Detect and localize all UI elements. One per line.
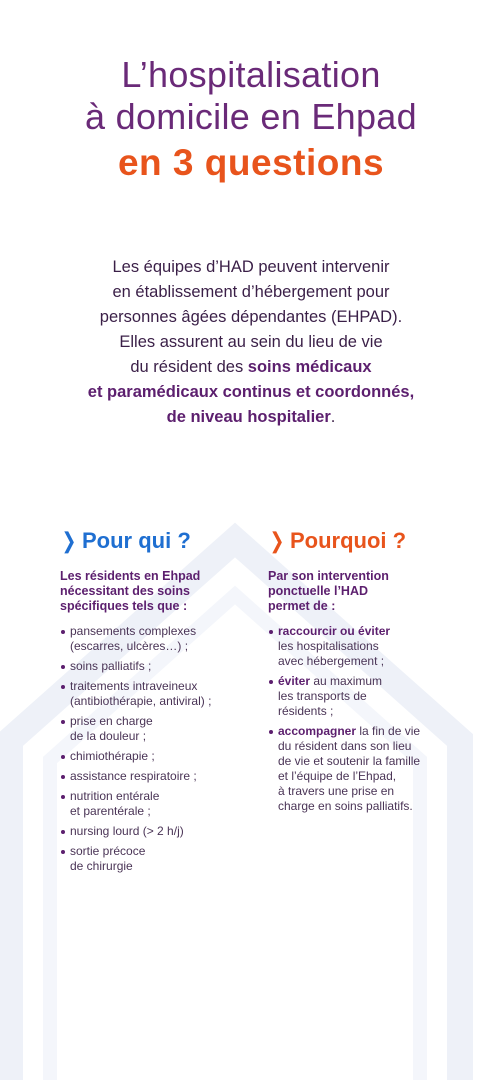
lead-line: Par son intervention [268, 569, 389, 583]
list-item-line: (escarres, ulcères…) ; [70, 639, 189, 653]
intro-line: personnes âgées dépendantes (EHPAD). [99, 308, 403, 326]
intro-emphasis: et paramédicaux continus et coordonnés, [87, 383, 415, 401]
list-item [60, 844, 258, 874]
intro-line [20, 380, 482, 405]
pourquoi-heading [268, 527, 468, 555]
pour-qui-lead [60, 569, 258, 614]
list-item-line: du résident dans son lieu [278, 739, 412, 753]
list-item [60, 659, 258, 674]
pour-qui-column [60, 527, 258, 879]
list-item-line: et l’équipe de l’Ehpad, [278, 769, 397, 783]
list-item [60, 789, 258, 819]
intro-paragraph [20, 255, 482, 430]
list-item [268, 624, 468, 669]
list-item-line: prise en charge [70, 714, 153, 728]
list-item [268, 724, 468, 814]
list-item-line: les hospitalisations [278, 639, 379, 653]
intro-emphasis: de niveau hospitalier [166, 408, 331, 426]
title-line-3: en 3 questions [117, 142, 385, 183]
list-item-line: de chirurgie [70, 859, 133, 873]
list-item [60, 714, 258, 744]
list-item [60, 769, 258, 784]
pourquoi-column [268, 527, 468, 819]
list-item-emphasis: raccourcir ou éviter [278, 624, 391, 638]
list-item [60, 824, 258, 839]
intro-emphasis: soins médicaux [247, 358, 372, 376]
list-item-line: soins palliatifs ; [70, 659, 152, 673]
list-item-line: avec hébergement ; [278, 654, 385, 668]
list-item-line: traitements intraveineux [70, 679, 198, 693]
list-item-line: nursing lourd (> 2 h/j) [70, 824, 184, 838]
list-item-line: assistance respiratoire ; [70, 769, 197, 783]
lead-line: spécifiques tels que : [60, 599, 188, 613]
list-item [60, 624, 258, 654]
list-item-text: la fin de vie [356, 724, 421, 738]
lead-line: ponctuelle l’HAD [268, 584, 369, 598]
heading-text: Pour qui ? [82, 528, 191, 553]
list-item-line: sortie précoce [70, 844, 146, 858]
list-item-line: (antibiothérapie, antiviral) ; [70, 694, 212, 708]
list-item-line: pansements complexes [70, 624, 197, 638]
lead-line: permet de : [268, 599, 336, 613]
pourquoi-lead [268, 569, 468, 614]
title-line-1: L’hospitalisation [121, 54, 381, 95]
intro-line: Les équipes d’HAD peuvent intervenir [112, 258, 390, 276]
heading-text: Pourquoi ? [290, 528, 407, 553]
list-item-line: nutrition entérale [70, 789, 160, 803]
intro-text: du résident des [130, 358, 248, 376]
list-item [60, 749, 258, 764]
pour-qui-heading [60, 527, 258, 555]
intro-line [20, 355, 482, 380]
list-item-emphasis: accompagner [278, 724, 357, 738]
list-item [60, 679, 258, 709]
lead-line: Les résidents en Ehpad [60, 569, 201, 583]
list-item [268, 674, 468, 719]
list-item-line [278, 674, 468, 689]
title-line-2: à domicile en Ehpad [85, 96, 417, 137]
list-item-line: à travers une prise en [278, 784, 395, 798]
list-item-emphasis: éviter [278, 674, 311, 688]
list-item-line: de la douleur ; [70, 729, 147, 743]
list-item-line: les transports de [278, 689, 367, 703]
list-item-line [278, 624, 468, 639]
intro-line: en établissement d’hébergement pour [112, 283, 390, 301]
intro-text: . [330, 408, 336, 426]
intro-line: Elles assurent au sein du lieu de vie [119, 333, 383, 351]
chevron-right-icon: ❯ [269, 528, 285, 553]
title-block [0, 54, 502, 186]
pour-qui-list [60, 624, 258, 874]
lead-line: nécessitant des soins [60, 584, 190, 598]
list-item-line: charge en soins palliatifs. [278, 799, 413, 813]
list-item-line: et parentérale ; [70, 804, 151, 818]
list-item-line: de vie et soutenir la famille [278, 754, 421, 768]
list-item-line [278, 724, 468, 739]
pourquoi-list [268, 624, 468, 814]
chevron-right-icon: ❯ [61, 528, 77, 553]
list-item-line: chimiothérapie ; [70, 749, 155, 763]
intro-line [20, 405, 482, 430]
list-item-line: résidents ; [278, 704, 334, 718]
list-item-text: au maximum [310, 674, 383, 688]
